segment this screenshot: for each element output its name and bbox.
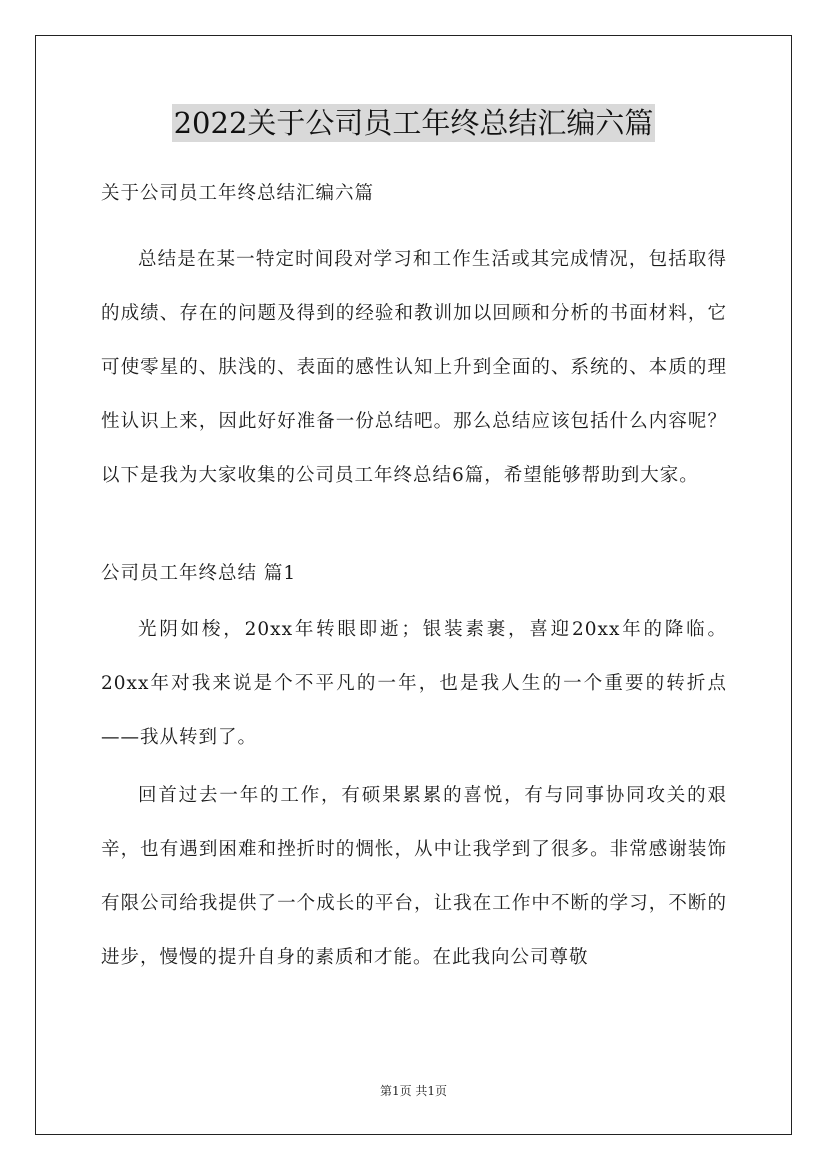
- section-paragraph-1: 光阴如梭，20xx年转眼即逝；银装素裹，喜迎20xx年的降临。20xx年对我来说是个不平凡的一年，也是我人生的一个重要的转折点——我从转到了。: [101, 619, 727, 748]
- section-heading: 公司员工年终总结 篇1: [101, 563, 297, 584]
- title-container: [0, 104, 827, 142]
- intro-paragraph: 总结是在某一特定时间段对学习和工作生活或其完成情况，包括取得的成绩、存在的问题及得到的经验和教训加以回顾和分析的书面材料，它可使零星的、肤浅的、表面的感性认知上升到全面的、系统的、本质的理性认识上来，因此好好准备一份总结吧。那么总结应该包括什么内容呢？以下是我为大家收集的公司员工年终总结6篇，希望能够帮助到大家。: [101, 249, 727, 486]
- document-subtitle: 关于公司员工年终总结汇编六篇: [101, 183, 375, 204]
- section-paragraph-2: 回首过去一年的工作，有硕果累累的喜悦，有与同事协同攻关的艰辛，也有遇到困难和挫折时的惆怅，从中让我学到了很多。非常感谢装饰有限公司给我提供了一个成长的平台，让我在工作中不断的学习，不断的进步，慢慢的提升自身的素质和才能。在此我向公司尊敬: [101, 785, 727, 968]
- page-footer: 第1页 共1页: [379, 1084, 448, 1098]
- document-title: 2022关于公司员工年终总结汇编六篇: [173, 106, 654, 140]
- document-body: [101, 175, 727, 985]
- spacer: [101, 213, 727, 233]
